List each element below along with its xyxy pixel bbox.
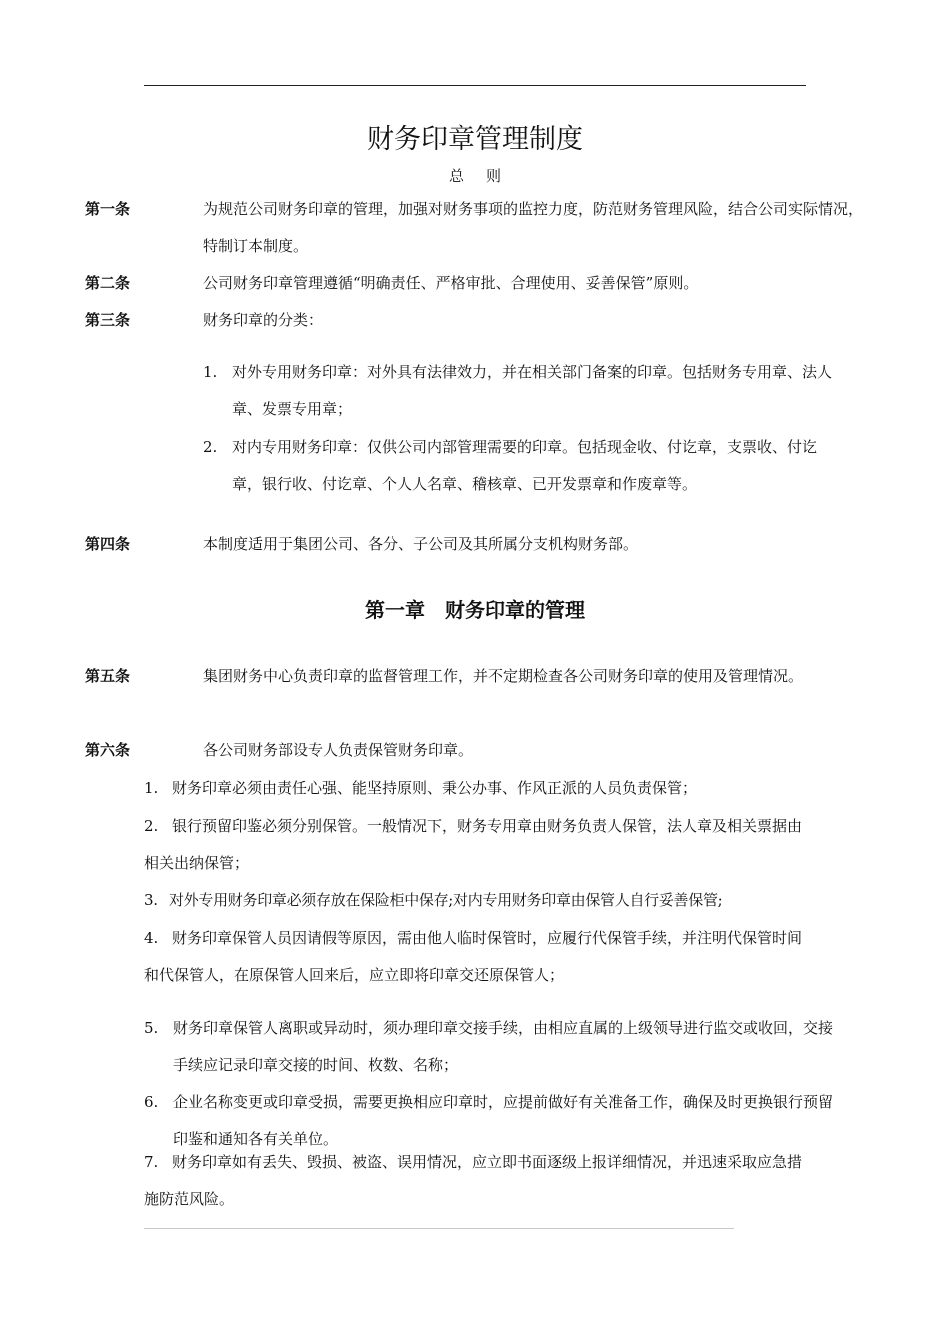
item-text: 财务印章保管人离职或异动时，须办理印章交接手续，由相应直属的上级领导进行监交或收回，交接手续应记录印章交接的时间、枚数、名称；: [173, 1019, 834, 1074]
article-5: [85, 658, 866, 695]
article-4: [85, 526, 866, 563]
item-text: 银行预留印鉴必须分别保管。一般情况下，财务专用章由财务负责人保管，法人章及相关票据由相关出纳保管；: [144, 817, 803, 872]
list-item: [144, 808, 807, 882]
footer-rule: [144, 1228, 734, 1229]
list-item: [144, 882, 807, 919]
article-text: 公司财务印章管理遵循“明确责任、严格审批、合理使用、妥善保管”原则。: [203, 274, 699, 292]
article-label: 第一条: [85, 200, 131, 218]
article-label: 第四条: [85, 535, 131, 553]
item-text: 财务印章保管人员因请假等原因，需由他人临时保管时，应履行代保管手续，并注明代保管时间和代保管人，在原保管人回来后，应立即将印章交还原保管人；: [144, 929, 803, 984]
article-text: 集团财务中心负责印章的监督管理工作，并不定期检查各公司财务印章的使用及管理情况。: [203, 667, 804, 685]
item-number: 6.: [144, 1093, 159, 1111]
item-number: 2.: [203, 438, 218, 456]
item-text: 财务印章如有丢失、毁损、被盗、误用情况，应立即书面逐级上报详细情况，并迅速采取应急措施防范风险。: [144, 1153, 803, 1208]
article-label: 第六条: [85, 741, 131, 759]
article-1: [85, 191, 866, 265]
item-number: 2.: [144, 817, 159, 835]
article-label: 第三条: [85, 311, 131, 329]
article-text: 为规范公司财务印章的管理，加强对财务事项的监控力度，防范财务管理风险，结合公司实际情况，特制订本制度。: [203, 200, 864, 255]
article-3: [85, 302, 866, 339]
item-text: 对内专用财务印章：仅供公司内部管理需要的印章。包括现金收、付讫章，支票收、付讫章，银行收、付讫章、个人人名章、稽核章、已开发票章和作废章等。: [232, 438, 818, 493]
item-text: 对外专用财务印章：对外具有法律效力，并在相关部门备案的印章。包括财务专用章、法人章、发票专用章；: [232, 363, 833, 418]
article-2: [85, 265, 866, 302]
item-number: 4.: [144, 929, 159, 947]
list-item: [144, 770, 807, 807]
article-text: 本制度适用于集团公司、各分、子公司及其所属分支机构财务部。: [203, 535, 639, 553]
section-heading-general: 总则: [448, 167, 523, 185]
chapter-number: 第一章: [365, 598, 425, 622]
article-6: [85, 732, 866, 769]
list-item: [144, 1144, 807, 1218]
seal-type-item: [203, 354, 836, 428]
chapter-name: 财务印章的管理: [445, 598, 585, 622]
list-item: [144, 920, 807, 994]
item-number: 1.: [144, 779, 159, 797]
seal-type-item: [203, 429, 836, 503]
article-text: 财务印章的分类：: [203, 311, 324, 329]
item-text: 对外专用财务印章必须存放在保险柜中保存;对内专用财务印章由保管人自行妥善保管;: [169, 891, 723, 909]
document-title: 财务印章管理制度: [367, 124, 583, 155]
item-text: 财务印章必须由责任心强、能坚持原则、秉公办事、作风正派的人员负责保管；: [172, 779, 698, 797]
item-number: 1.: [203, 363, 218, 381]
article-text: 各公司财务部设专人负责保管财务印章。: [203, 741, 474, 759]
list-item: [144, 1010, 836, 1084]
chapter-1-heading: [0, 594, 950, 626]
item-number: 3.: [144, 891, 158, 909]
header-rule: [144, 85, 806, 86]
article-label: 第二条: [85, 274, 131, 292]
item-number: 7.: [144, 1153, 159, 1171]
item-text: 企业名称变更或印章受损，需要更换相应印章时，应提前做好有关准备工作，确保及时更换银行预留印鉴和通知各有关单位。: [173, 1093, 834, 1148]
article-label: 第五条: [85, 667, 131, 685]
item-number: 5.: [144, 1019, 159, 1037]
